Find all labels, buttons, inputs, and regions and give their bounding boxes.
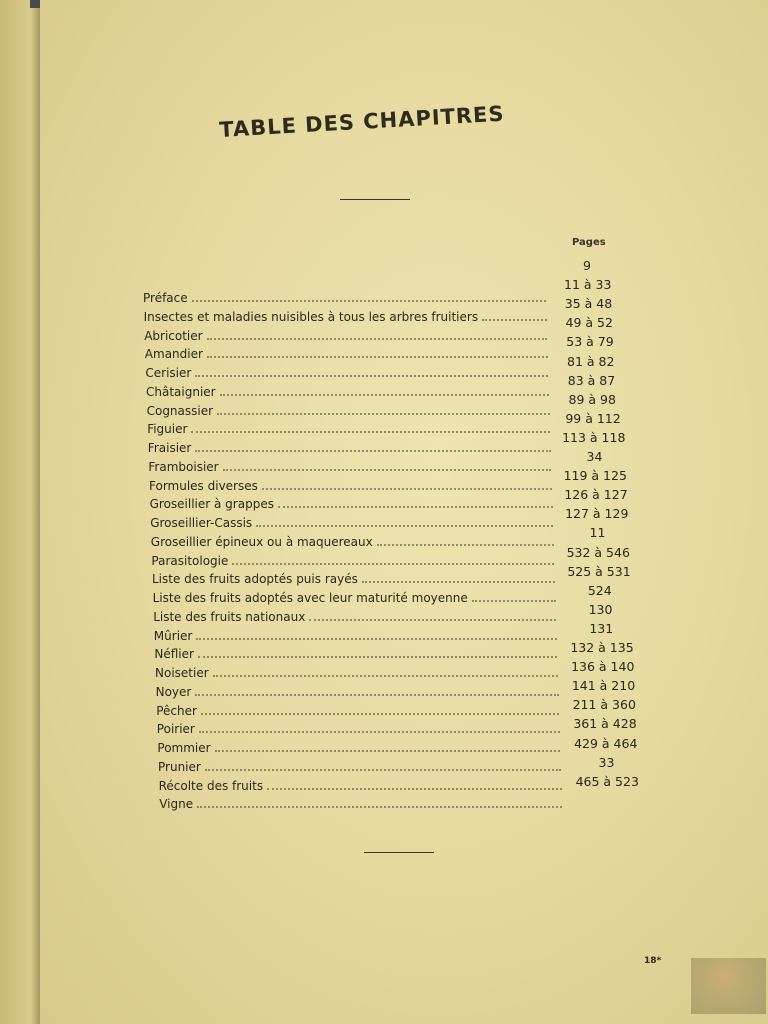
chapter-title: Fraisier (147, 441, 192, 455)
chapter-entry (147, 421, 552, 436)
chapter-entry (157, 740, 562, 755)
chapter-entry (159, 796, 564, 811)
chapter-title: Noisetier (155, 666, 209, 680)
chapter-title: Châtaignier (146, 384, 216, 399)
dot-leader (196, 638, 556, 640)
dot-leader (262, 488, 552, 490)
chapter-entry (151, 534, 556, 549)
dot-leader (278, 506, 553, 508)
chapter-entry (153, 590, 558, 605)
page-range: 130 (588, 601, 613, 617)
dot-leader (217, 413, 550, 415)
dot-leader (220, 394, 549, 396)
chapter-entry (147, 403, 552, 418)
dot-leader (198, 656, 557, 658)
chapter-entry (155, 665, 560, 680)
chapter-entry (153, 609, 558, 624)
bottom-divider (364, 852, 434, 853)
dot-leader (199, 731, 560, 733)
chapter-title: Insectes et maladies nuisibles à tous les arbres fruitiers (143, 309, 479, 324)
watermark-thumbnail (691, 958, 766, 1014)
page-range: 532 à 546 (566, 544, 630, 560)
page-range: 141 à 210 (571, 678, 636, 694)
page-range: 429 à 464 (574, 735, 638, 751)
chapter-title: Liste des fruits adoptés avec leur maturité moyenne (152, 591, 468, 605)
chapter-title: Préface (143, 291, 188, 305)
dot-leader (223, 469, 552, 471)
page-range: 81 à 82 (567, 353, 615, 369)
chapter-title: Pommier (157, 741, 211, 755)
chapter-title: Framboisier (148, 459, 219, 474)
chapter-title: Prunier (158, 759, 201, 774)
chapter-entry (146, 384, 551, 399)
page-range: 132 à 135 (570, 640, 634, 655)
page-range: 525 à 531 (567, 563, 631, 579)
page-range: 9 (583, 258, 591, 273)
dot-leader (205, 769, 561, 771)
page-range: 136 à 140 (571, 659, 635, 675)
book-page (40, 0, 768, 1024)
page-range: 127 à 129 (565, 506, 629, 522)
page-range: 89 à 98 (568, 391, 616, 407)
page-range: 211 à 360 (572, 697, 636, 713)
page-range: 361 à 428 (573, 716, 637, 732)
chapter-title: Vigne (159, 797, 194, 812)
page-range: 49 à 52 (565, 315, 613, 331)
chapter-entry (159, 778, 564, 793)
chapter-title: Figuier (147, 422, 188, 437)
title-divider (340, 199, 410, 200)
chapter-entry (144, 309, 549, 324)
chapter-entry (151, 553, 556, 568)
chapter-title: Formules diverses (149, 478, 258, 493)
chapter-title: Mûrier (153, 628, 193, 643)
chapter-title: Liste des fruits nationaux (153, 609, 306, 624)
chapter-entry (156, 684, 561, 699)
chapter-entry (152, 571, 557, 586)
dot-leader (309, 619, 556, 621)
page-range: 113 à 118 (562, 429, 626, 445)
page-range: 99 à 112 (565, 410, 621, 426)
chapter-entry (145, 346, 550, 361)
chapter-entry (148, 440, 553, 455)
dot-leader (377, 544, 554, 546)
chapter-entry (144, 328, 549, 343)
chapter-title: Liste des fruits adoptés puis rayés (152, 572, 358, 587)
chapter-title: Groseillier-Cassis (150, 516, 253, 530)
chapter-title: Poirier (156, 722, 195, 737)
chapter-entry (145, 365, 550, 380)
chapter-entry (148, 459, 553, 474)
page-range: 34 (586, 449, 603, 464)
dot-leader (256, 525, 553, 527)
chapter-entry (154, 646, 559, 661)
dot-leader (267, 788, 562, 790)
dot-leader (482, 319, 547, 321)
chapter-entry (158, 759, 563, 774)
dot-leader (213, 675, 558, 677)
chapter-title: Pêcher (156, 703, 197, 718)
chapter-entry (157, 721, 562, 736)
chapter-entry (143, 290, 548, 305)
dot-leader (192, 300, 546, 302)
dot-leader (207, 338, 548, 340)
chapter-title: Abricotier (144, 328, 203, 343)
page-range: 11 (589, 525, 606, 541)
page-range: 35 à 48 (564, 296, 613, 312)
dot-leader (197, 806, 562, 808)
page-range: 33 (598, 754, 615, 770)
page-range: 11 à 33 (564, 277, 612, 293)
chapter-title: Néflier (154, 647, 194, 662)
chapter-title: Parasitologie (151, 553, 229, 568)
page-range: 126 à 127 (564, 487, 628, 503)
chapter-title: Cerisier (145, 366, 192, 380)
page-folio: 18* (644, 956, 662, 966)
dot-leader (195, 375, 548, 377)
chapter-entry (150, 515, 555, 530)
chapter-title: Cognassier (146, 403, 214, 418)
chapter-entry (154, 628, 559, 643)
dot-leader (201, 713, 559, 715)
dot-leader (215, 750, 561, 752)
dot-leader (362, 581, 555, 583)
chapter-title: Noyer (155, 684, 192, 699)
chapter-title: Récolte des fruits (158, 778, 264, 793)
page-range: 53 à 79 (566, 334, 614, 350)
dot-leader (195, 694, 558, 696)
chapter-title: Groseillier épineux ou à maquereaux (150, 534, 373, 549)
page-range: 131 (589, 620, 614, 636)
chapter-entry (156, 703, 561, 718)
dot-leader (195, 450, 550, 452)
chapter-title: Amandier (144, 347, 203, 362)
chapter-entry (149, 478, 554, 493)
page-range: 119 à 125 (563, 468, 627, 484)
facing-page-edge (0, 0, 44, 1024)
page-range: 524 (587, 582, 612, 598)
chapter-title: Groseillier à grappes (149, 497, 274, 512)
pages-column-header: Pages (572, 237, 606, 248)
dot-leader (472, 600, 556, 602)
chapter-entry (150, 496, 555, 511)
dot-leader (232, 563, 554, 565)
dot-leader (207, 356, 548, 358)
page-range: 465 à 523 (575, 773, 639, 789)
page-title: TABLE DES CHAPITRES (218, 101, 506, 142)
page-range: 83 à 87 (567, 372, 616, 388)
dot-leader (191, 431, 550, 433)
